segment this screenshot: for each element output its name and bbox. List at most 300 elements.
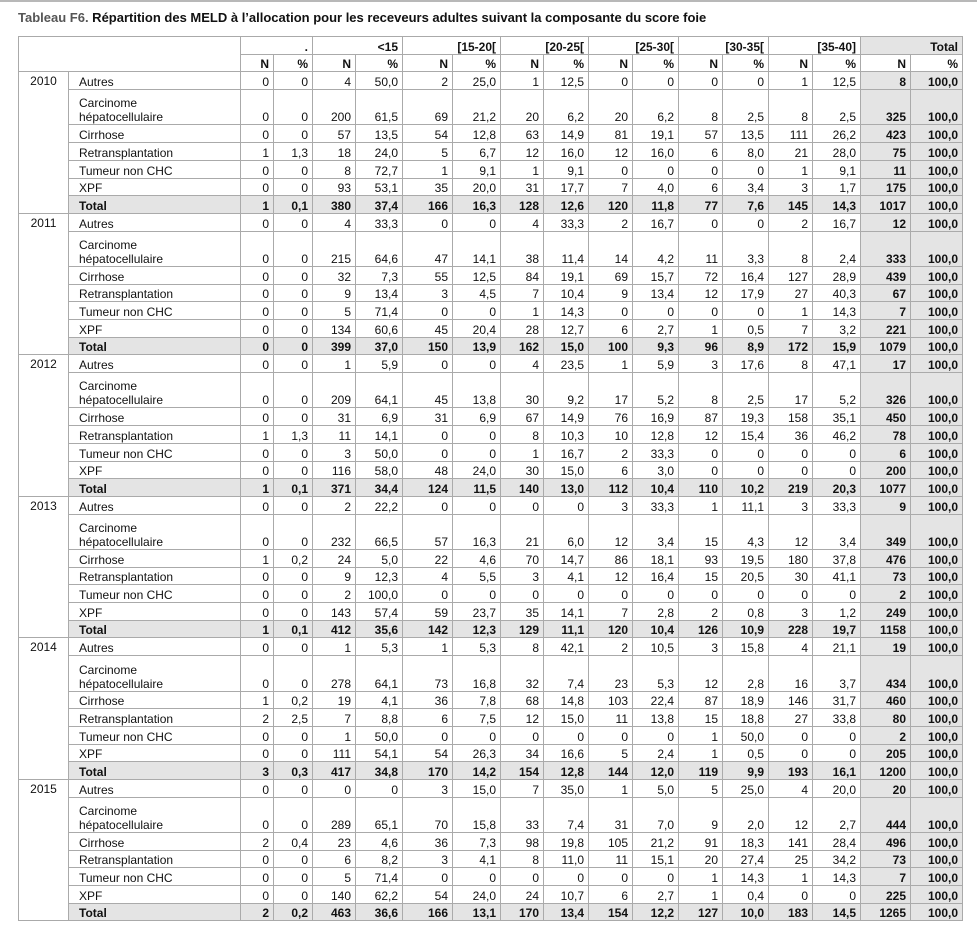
count-cell: 8 [679,373,723,408]
count-cell: 0 [241,355,274,373]
percent-cell: 0 [544,726,589,744]
count-cell: 460 [861,691,911,709]
category-cell [69,744,241,762]
count-cell: 1 [501,160,544,178]
percent-cell: 0,2 [274,903,313,921]
table-row [19,72,963,90]
percent-cell: 2,7 [633,886,679,904]
category-cell [69,868,241,886]
count-cell: 25 [769,850,813,868]
count-cell: 289 [313,797,356,832]
percent-cell: 23,7 [453,603,501,621]
percent-cell: 0 [633,726,679,744]
percent-cell: 1,7 [813,178,861,196]
percent-cell: 14,3 [723,868,769,886]
category-cell [69,886,241,904]
count-cell: 3 [403,284,453,302]
count-cell: 6 [861,443,911,461]
count-cell: 93 [313,178,356,196]
count-cell: 7 [861,868,911,886]
percent-cell: 0 [723,585,769,603]
percent-cell: 13,8 [453,373,501,408]
percent-cell: 0,2 [274,550,313,568]
percent-cell: 100,0 [911,284,963,302]
percent-cell: 100,0 [911,196,963,214]
count-cell: 96 [679,337,723,355]
count-cell: 0 [241,302,274,320]
count-cell: 166 [403,196,453,214]
count-cell: 67 [861,284,911,302]
count-cell: 80 [861,709,911,727]
count-cell: 63 [501,125,544,143]
count-cell: 0 [241,160,274,178]
percent-cell: 6,0 [544,514,589,549]
count-cell: 225 [861,886,911,904]
category-label: Total [79,623,107,638]
count-cell: 439 [861,266,911,284]
count-cell: 8 [501,850,544,868]
percent-cell: 2,5 [274,709,313,727]
percent-cell: 0 [274,72,313,90]
percent-cell: 100,0 [911,850,963,868]
count-cell: 1 [241,550,274,568]
count-cell: 349 [861,514,911,549]
percent-cell: 0,2 [274,691,313,709]
percent-cell: 24,0 [356,143,403,161]
category-cell [69,72,241,90]
percent-cell: 7,5 [453,709,501,727]
total-row [19,479,963,497]
percent-cell: 8,2 [356,850,403,868]
percent-cell: 9,1 [813,160,861,178]
percent-cell: 13,4 [356,284,403,302]
count-cell: 162 [501,337,544,355]
percent-cell: 66,5 [356,514,403,549]
percent-cell: 20,0 [453,178,501,196]
percent-cell: 35,0 [544,779,589,797]
count-cell: 32 [313,266,356,284]
category-cell [69,196,241,214]
percent-cell: 12,8 [633,426,679,444]
count-cell: 1 [589,779,633,797]
count-cell: 141 [769,833,813,851]
count-cell: 11 [589,709,633,727]
count-cell: 5 [403,143,453,161]
percent-cell: 0 [274,213,313,231]
category-label: Cirrhose [79,411,125,426]
percent-cell: 0 [544,585,589,603]
count-cell: 2 [241,833,274,851]
header-percent: % [453,54,501,72]
count-cell: 180 [769,550,813,568]
header-group: [15-20[ [403,37,501,55]
percent-cell: 64,1 [356,373,403,408]
percent-cell: 5,2 [633,373,679,408]
count-cell: 278 [313,656,356,691]
count-cell: 8 [501,638,544,656]
percent-cell: 14,2 [453,762,501,780]
count-cell: 2 [589,638,633,656]
percent-cell: 11,5 [453,479,501,497]
count-cell: 4 [501,355,544,373]
count-cell: 11 [313,426,356,444]
count-cell: 2 [241,903,274,921]
percent-cell: 5,9 [633,355,679,373]
count-cell: 0 [241,178,274,196]
percent-cell: 5,3 [633,656,679,691]
count-cell: 1 [679,886,723,904]
category-cell [69,656,241,691]
count-cell: 1 [241,196,274,214]
count-cell: 0 [241,320,274,338]
count-cell: 22 [403,550,453,568]
count-cell: 120 [589,620,633,638]
count-cell: 28 [501,320,544,338]
percent-cell: 9,1 [453,160,501,178]
percent-cell: 2,8 [633,603,679,621]
count-cell: 31 [403,408,453,426]
count-cell: 12 [861,213,911,231]
percent-cell: 2,7 [813,797,861,832]
percent-cell: 14,3 [813,868,861,886]
count-cell: 1 [241,691,274,709]
count-cell: 9 [679,797,723,832]
count-cell: 1 [679,320,723,338]
percent-cell: 16,1 [813,762,861,780]
count-cell: 2 [313,496,356,514]
percent-cell: 16,7 [633,213,679,231]
count-cell: 45 [403,320,453,338]
count-cell: 20 [861,779,911,797]
count-cell: 12 [679,284,723,302]
category-label: XPF [79,747,103,762]
count-cell: 0 [241,797,274,832]
table-row [19,143,963,161]
percent-cell: 14,9 [544,125,589,143]
category-cell [69,178,241,196]
count-cell: 110 [679,479,723,497]
percent-cell: 11,1 [723,496,769,514]
percent-cell: 9,3 [633,337,679,355]
count-cell: 326 [861,373,911,408]
percent-cell: 100,0 [911,903,963,921]
percent-cell: 0 [274,850,313,868]
year-cell: 2010 [19,72,69,214]
count-cell: 0 [241,284,274,302]
percent-cell: 100,0 [356,585,403,603]
table-row [19,496,963,514]
percent-cell: 0 [274,797,313,832]
count-cell: 7 [501,284,544,302]
count-cell: 3 [501,567,544,585]
count-cell: 12 [589,514,633,549]
count-cell: 5 [313,868,356,886]
percent-cell: 18,9 [723,691,769,709]
percent-cell: 10,4 [633,620,679,638]
year-cell: 2012 [19,355,69,497]
percent-cell: 0 [453,726,501,744]
count-cell: 15 [679,514,723,549]
count-cell: 14 [589,231,633,266]
category-label: Tumeur non CHC [79,871,173,886]
count-cell: 7 [313,709,356,727]
table-row [19,461,963,479]
percent-cell: 100,0 [911,603,963,621]
count-cell: 6 [589,886,633,904]
percent-cell: 22,4 [633,691,679,709]
table-row [19,709,963,727]
percent-cell: 0 [813,744,861,762]
count-cell: 221 [861,320,911,338]
percent-cell: 14,7 [544,550,589,568]
percent-cell: 20,4 [453,320,501,338]
count-cell: 142 [403,620,453,638]
count-cell: 143 [313,603,356,621]
category-cell [69,373,241,408]
count-cell: 69 [589,266,633,284]
count-cell: 127 [679,903,723,921]
category-label: Tumeur non CHC [79,729,173,744]
percent-cell: 0,8 [723,603,769,621]
header-group: [30-35[ [679,37,769,55]
percent-cell: 24,0 [453,886,501,904]
count-cell: 0 [241,514,274,549]
percent-cell: 0 [274,603,313,621]
count-cell: 1 [679,744,723,762]
percent-cell: 0 [723,461,769,479]
percent-cell: 16,3 [453,196,501,214]
header-n: N [501,54,544,72]
percent-cell: 0,5 [723,744,769,762]
count-cell: 1 [241,479,274,497]
percent-cell: 54,1 [356,744,403,762]
percent-cell: 7,4 [544,656,589,691]
count-cell: 0 [679,461,723,479]
percent-cell: 12,5 [453,266,501,284]
percent-cell: 58,0 [356,461,403,479]
count-cell: 9 [313,567,356,585]
percent-cell: 9,2 [544,373,589,408]
percent-cell: 10,0 [723,903,769,921]
count-cell: 193 [769,762,813,780]
table-row [19,125,963,143]
percent-cell: 3,4 [813,514,861,549]
count-cell: 0 [679,585,723,603]
count-cell: 154 [501,762,544,780]
table-row [19,638,963,656]
table-row [19,284,963,302]
percent-cell: 100,0 [911,125,963,143]
percent-cell: 17,7 [544,178,589,196]
year-cell: 2013 [19,496,69,638]
header-group: Total [861,37,963,55]
percent-cell: 28,9 [813,266,861,284]
percent-cell: 0 [633,72,679,90]
percent-cell: 60,6 [356,320,403,338]
count-cell: 2 [769,213,813,231]
table-row [19,355,963,373]
percent-cell: 33,8 [813,709,861,727]
percent-cell: 26,3 [453,744,501,762]
count-cell: 0 [403,496,453,514]
percent-cell: 28,0 [813,143,861,161]
count-cell: 2 [403,72,453,90]
percent-cell: 12,5 [544,72,589,90]
count-cell: 112 [589,479,633,497]
percent-cell: 0 [274,496,313,514]
percent-cell: 100,0 [911,779,963,797]
count-cell: 7 [769,320,813,338]
percent-cell: 0,5 [723,320,769,338]
count-cell: 67 [501,408,544,426]
header-n: N [589,54,633,72]
percent-cell: 5,3 [453,638,501,656]
percent-cell: 14,3 [544,302,589,320]
percent-cell: 23,5 [544,355,589,373]
percent-cell: 34,4 [356,479,403,497]
percent-cell: 100,0 [911,709,963,727]
count-cell: 1 [501,443,544,461]
percent-cell: 0 [274,160,313,178]
count-cell: 7 [501,779,544,797]
table-row [19,231,963,266]
count-cell: 6 [313,850,356,868]
percent-cell: 0,4 [723,886,769,904]
count-cell: 0 [241,443,274,461]
percent-cell: 0 [274,90,313,125]
category-cell [69,496,241,514]
percent-cell: 16,8 [453,656,501,691]
percent-cell: 19,7 [813,620,861,638]
category-label: Tumeur non CHC [79,305,173,320]
count-cell: 0 [241,638,274,656]
count-cell: 77 [679,196,723,214]
percent-cell: 37,4 [356,196,403,214]
count-cell: 412 [313,620,356,638]
count-cell: 166 [403,903,453,921]
count-cell: 0 [241,125,274,143]
table-row [19,656,963,691]
count-cell: 36 [403,691,453,709]
header-n: N [403,54,453,72]
percent-cell: 5,5 [453,567,501,585]
count-cell: 134 [313,320,356,338]
count-cell: 0 [241,779,274,797]
count-cell: 3 [403,850,453,868]
percent-cell: 2,4 [633,744,679,762]
table-row [19,514,963,549]
count-cell: 2 [861,585,911,603]
percent-cell: 6,2 [544,90,589,125]
count-cell: 0 [501,496,544,514]
category-label: Total [79,906,107,921]
header-group: [20-25[ [501,37,589,55]
count-cell: 209 [313,373,356,408]
percent-cell: 11,8 [633,196,679,214]
percent-cell: 0 [274,585,313,603]
table-row [19,886,963,904]
count-cell: 86 [589,550,633,568]
category-cell [69,125,241,143]
category-cell [69,160,241,178]
count-cell: 215 [313,231,356,266]
count-cell: 175 [861,178,911,196]
count-cell: 0 [403,426,453,444]
category-label: Cirrhose [79,694,125,709]
category-label: Cirrhose [79,835,125,850]
category-label: Carcinome hépatocellulaire [79,804,164,833]
count-cell: 219 [769,479,813,497]
percent-cell: 0 [274,337,313,355]
count-cell: 69 [403,90,453,125]
count-cell: 0 [241,850,274,868]
count-cell: 24 [501,886,544,904]
count-cell: 4 [313,72,356,90]
percent-cell: 37,8 [813,550,861,568]
percent-cell: 0,3 [274,762,313,780]
percent-cell: 46,2 [813,426,861,444]
total-row [19,196,963,214]
count-cell: 7 [589,603,633,621]
category-label: Carcinome hépatocellulaire [79,379,164,408]
percent-cell: 0 [723,443,769,461]
category-cell [69,567,241,585]
count-cell: 140 [501,479,544,497]
count-cell: 0 [241,72,274,90]
percent-cell: 13,8 [633,709,679,727]
count-cell: 38 [501,231,544,266]
count-cell: 70 [403,797,453,832]
percent-cell: 15,4 [723,426,769,444]
count-cell: 1 [769,160,813,178]
count-cell: 1 [403,638,453,656]
percent-cell: 0 [274,726,313,744]
count-cell: 144 [589,762,633,780]
percent-cell: 16,7 [813,213,861,231]
count-cell: 417 [313,762,356,780]
count-cell: 1 [313,355,356,373]
count-cell: 1077 [861,479,911,497]
category-cell [69,850,241,868]
percent-cell: 4,6 [453,550,501,568]
count-cell: 6 [589,320,633,338]
category-label: Tumeur non CHC [79,588,173,603]
count-cell: 0 [589,726,633,744]
count-cell: 3 [769,178,813,196]
count-cell: 8 [861,72,911,90]
header-percent: % [911,54,963,72]
count-cell: 3 [403,779,453,797]
percent-cell: 100,0 [911,833,963,851]
percent-cell: 0 [274,443,313,461]
percent-cell: 7,3 [453,833,501,851]
percent-cell: 16,3 [453,514,501,549]
count-cell: 0 [679,160,723,178]
count-cell: 232 [313,514,356,549]
percent-cell: 7,3 [356,266,403,284]
percent-cell: 9,9 [723,762,769,780]
category-label: Retransplantation [79,287,174,302]
percent-cell: 100,0 [911,373,963,408]
percent-cell: 1,2 [813,603,861,621]
category-label: Carcinome hépatocellulaire [79,237,164,266]
percent-cell: 37,0 [356,337,403,355]
count-cell: 0 [403,302,453,320]
percent-cell: 1,3 [274,426,313,444]
count-cell: 12 [769,514,813,549]
header-group: <15 [313,37,403,55]
percent-cell: 12,7 [544,320,589,338]
